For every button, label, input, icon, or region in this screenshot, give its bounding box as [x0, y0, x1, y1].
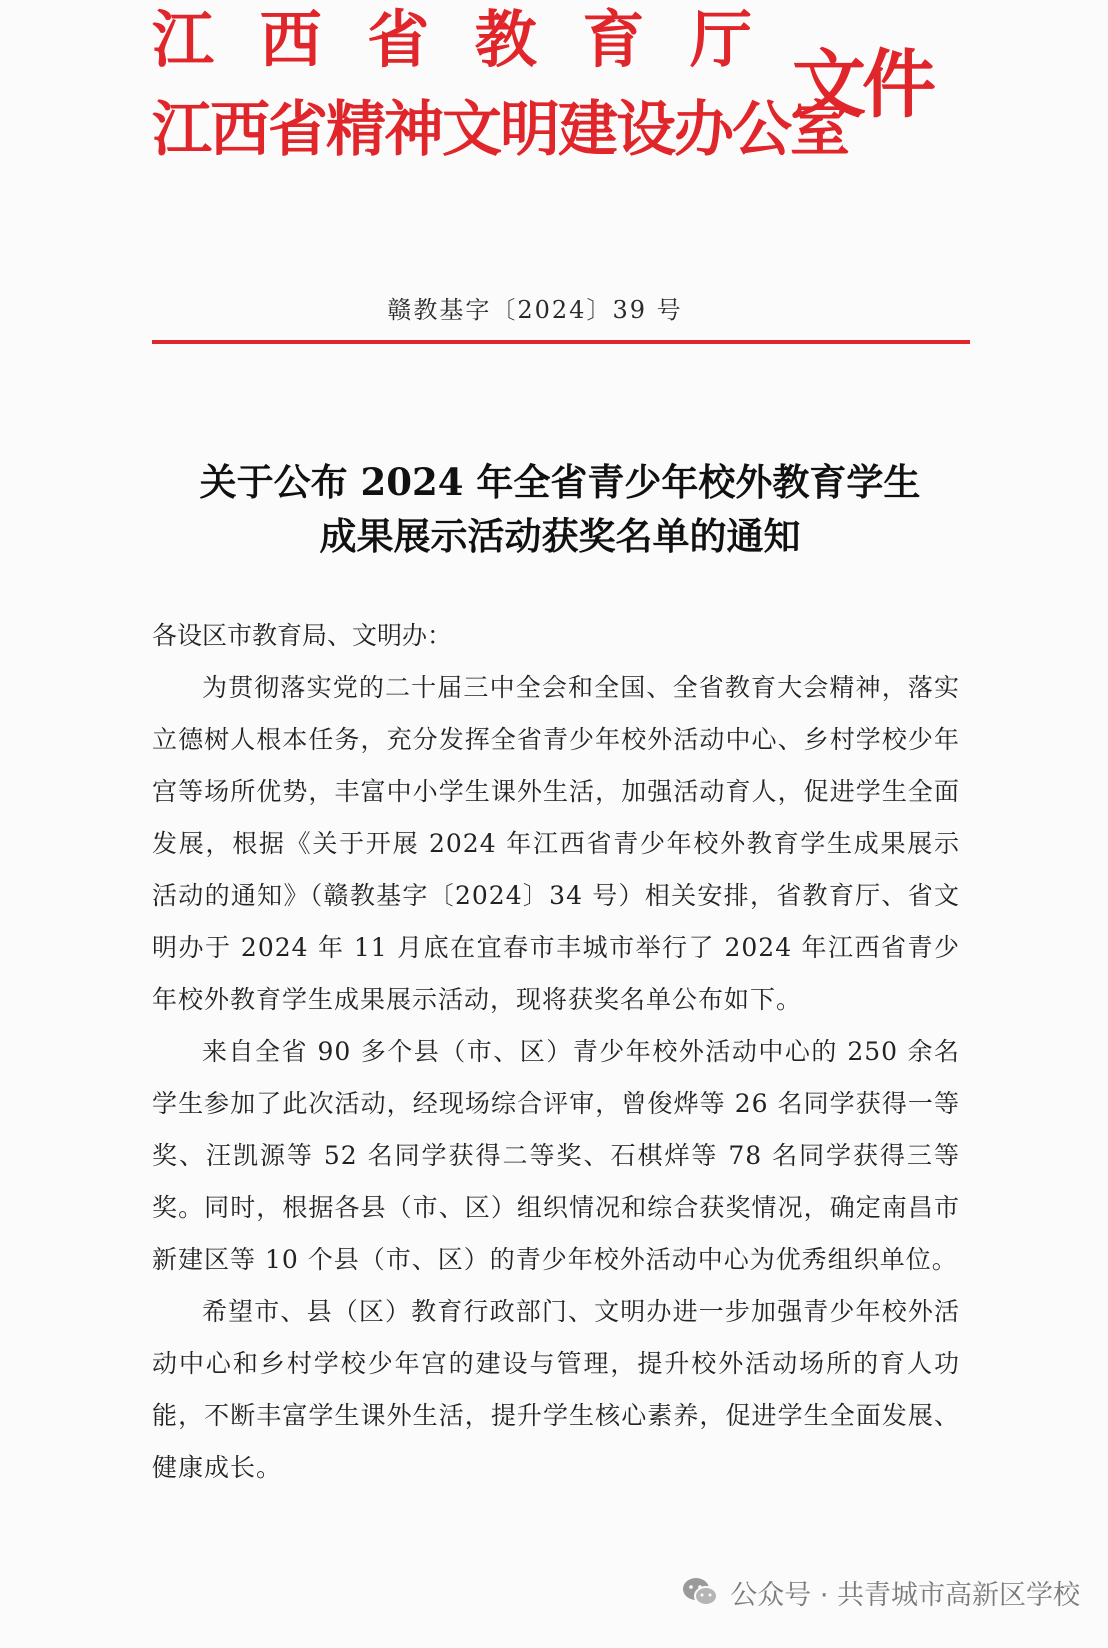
body-paragraph: 来自全省 90 多个县（市、区）青少年校外活动中心的 250 余名学生参加了此次活动，经现场综合评审，曾俊烨等 26 名同学获得一等奖、汪凯源等 52 名同学获得二等奖、石棋烊等 78 名同学获得三等奖。同时，根据各县（市、区）组织情况和综合获奖情况，确定南昌市新建区等 10 个县（市、区）的青少年校外活动中心为优秀组织单位。 — [152, 1037, 960, 1274]
wechat-icon — [680, 1572, 720, 1612]
org-char: 江 — [152, 3, 215, 76]
watermark-text: 公众号 · 共青城市高新区学校 — [730, 1579, 1080, 1611]
org-char: 育 — [582, 3, 645, 76]
wechat-watermark — [680, 1572, 1080, 1612]
title-line-2: 成果展示活动获奖名单的通知 — [319, 514, 801, 558]
org-char: 省 — [367, 3, 430, 76]
body-paragraph: 为贯彻落实党的二十届三中全会和全国、全省教育大会精神，落实立德树人根本任务，充分发挥全省青少年校外活动中心、乡村学校少年宫等场所优势，丰富中小学生课外生活，加强活动育人，促进学生全面发展，根据《关于开展 2024 年江西省青少年校外教育学生成果展示活动的通知》（赣教基字〔2024〕34 号）相关安排，省教育厅、省文明办于 2024 年 11 月底在宜春市丰城市举行了 2024 年江西省青少年校外教育学生成果展示活动，现将获奖名单公布如下。 — [152, 673, 960, 1014]
red-divider-line — [152, 340, 970, 344]
document-number: 赣教基字〔2024〕39 号 — [387, 296, 683, 324]
issuing-org-civilization-office: 江西省精神文明建设办公室 — [152, 95, 848, 165]
document-header — [152, 0, 972, 180]
org-char: 西 — [259, 3, 322, 76]
org-char: 教 — [474, 3, 537, 76]
document-title — [140, 455, 980, 563]
body-paragraph: 希望市、县（区）教育行政部门、文明办进一步加强青少年校外活动中心和乡村学校少年宫的建设与管理，提升校外活动场所的育人功能，不断丰富学生课外生活，提升学生核心素养，促进学生全面发展、健康成长。 — [152, 1297, 960, 1482]
org-char: 厅 — [689, 3, 752, 76]
issuing-org-education-department — [152, 0, 752, 80]
title-line-1: 关于公布 2024 年全省青少年校外教育学生 — [199, 460, 921, 504]
salutation: 各设区市教育局、文明办： — [152, 621, 453, 650]
document-type-label: 文件 — [792, 42, 932, 128]
document-body — [152, 610, 960, 1494]
